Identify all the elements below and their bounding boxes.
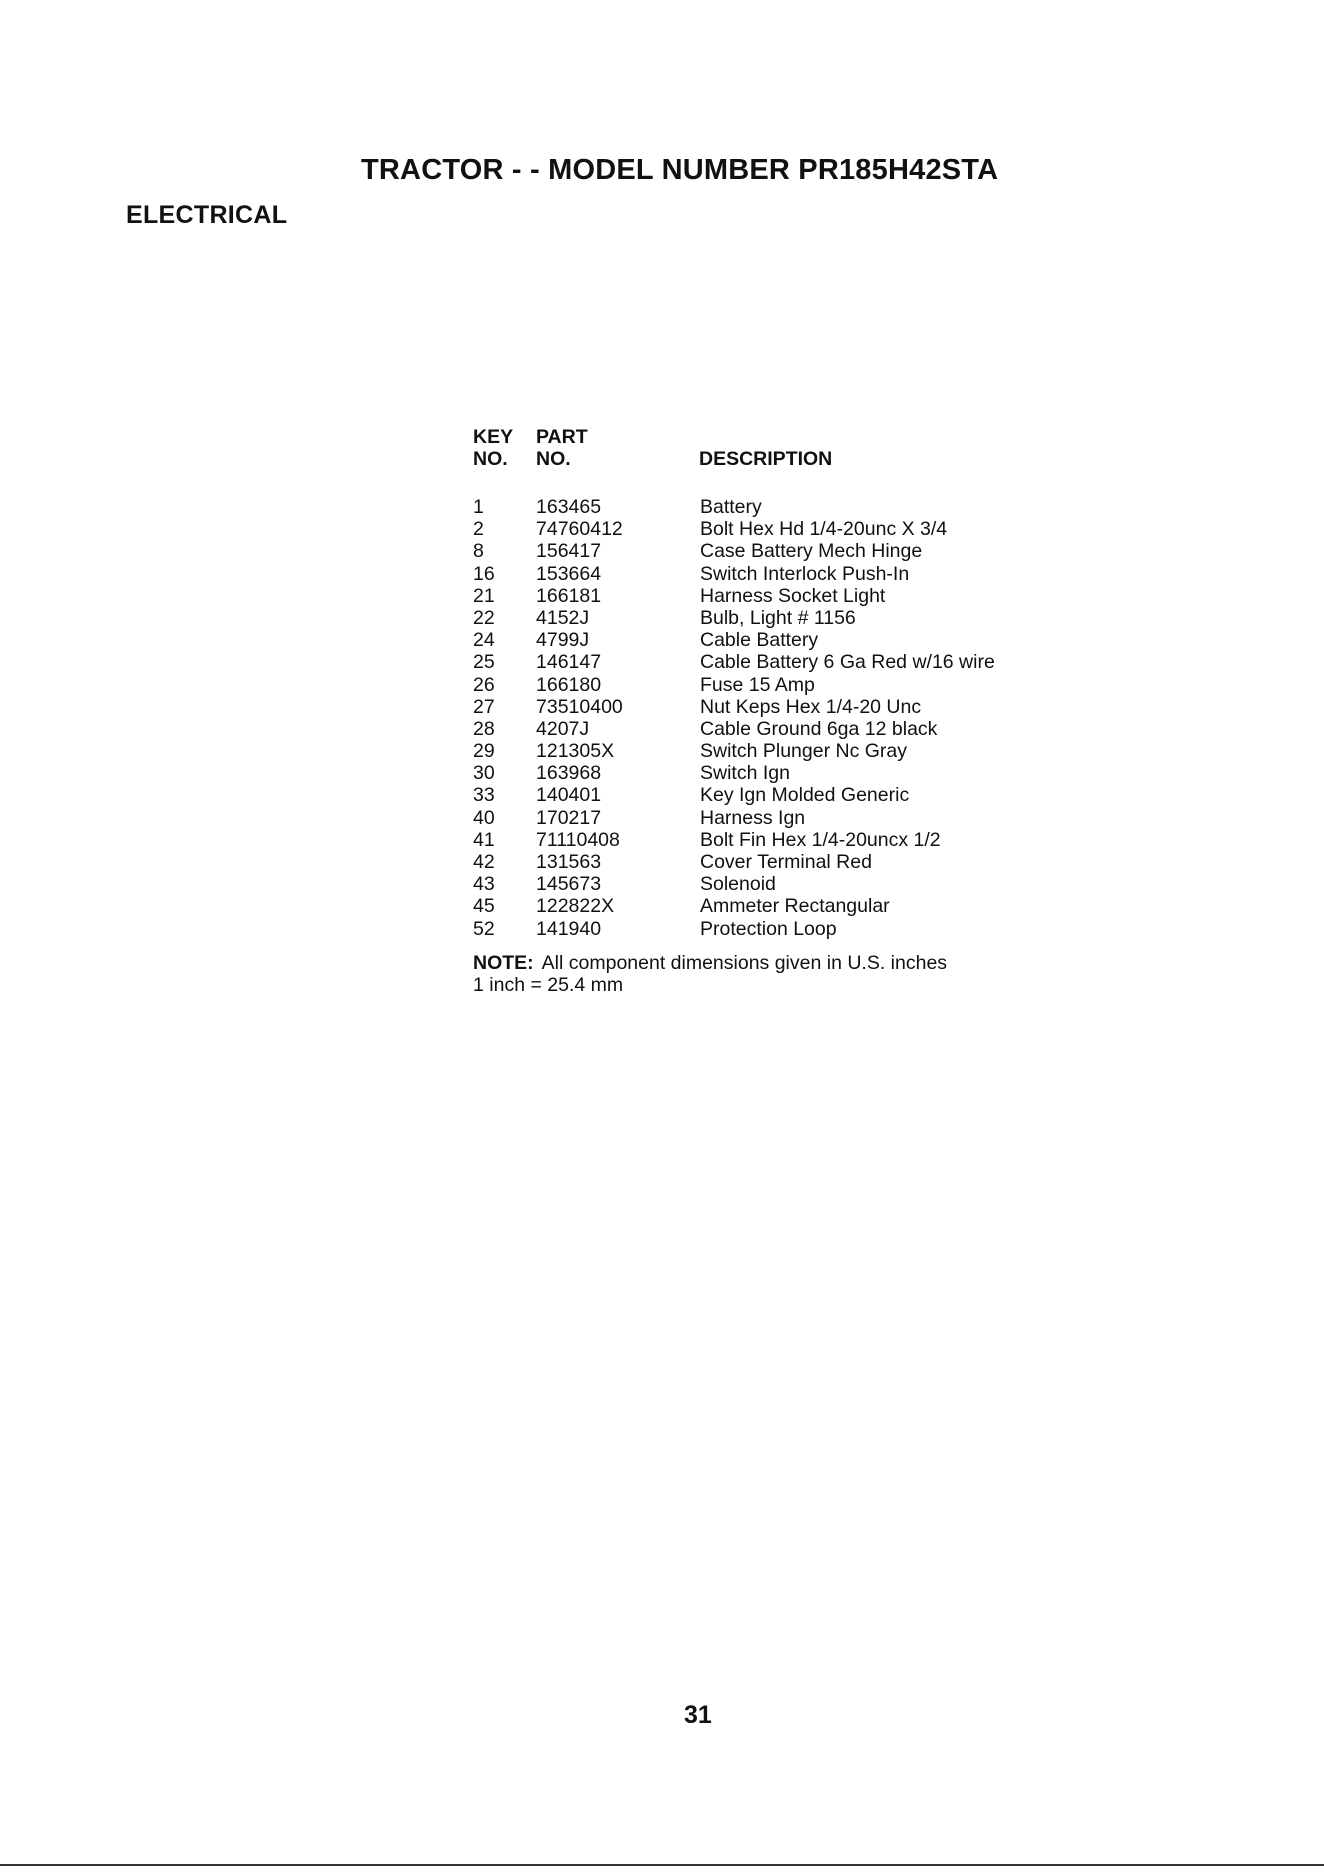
table-row [473, 540, 995, 562]
table-row [473, 518, 995, 540]
description-cell: Battery [700, 496, 762, 518]
key-cell: 43 [473, 873, 495, 896]
description-cell: Fuse 15 Amp [700, 673, 815, 696]
description-cell: Protection Loop [700, 917, 837, 940]
table-row [473, 873, 995, 895]
table-header [473, 426, 995, 486]
key-cell: 28 [473, 717, 495, 740]
table-row [473, 918, 995, 940]
page-title: TRACTOR - - MODEL NUMBER PR185H42STA [361, 154, 999, 186]
table-row [473, 563, 995, 585]
key-cell: 25 [473, 651, 495, 674]
description-cell: Case Battery Mech Hinge [700, 540, 923, 563]
table-row [473, 651, 995, 673]
part-cell: 131563 [536, 851, 602, 873]
key-cell: 30 [473, 762, 495, 785]
page-number: 31 [684, 1701, 712, 1729]
key-cell: 40 [473, 806, 495, 829]
note-conversion: 1 inch = 25.4 mm [473, 973, 624, 996]
part-cell: 74760412 [536, 518, 623, 541]
part-cell: 121305X [536, 740, 615, 763]
part-cell: 71110408 [536, 828, 620, 851]
bottom-rule [0, 1864, 1324, 1866]
description-cell: Key Ign Molded Generic [700, 784, 910, 807]
table-row [473, 607, 995, 629]
part-cell: 153664 [536, 562, 602, 585]
part-cell: 4207J [536, 717, 590, 740]
key-cell: 26 [473, 673, 495, 696]
header-key-line2: NO. [473, 448, 508, 470]
description-cell: Bolt Hex Hd 1/4-20unc X 3/4 [700, 518, 948, 541]
part-cell: 145673 [536, 873, 602, 896]
table-row [473, 829, 995, 851]
header-part-line1: PART [536, 426, 588, 448]
table-row [473, 718, 995, 740]
header-part-line2: NO. [536, 448, 571, 470]
description-cell: Switch Plunger Nc Gray [700, 740, 907, 763]
part-cell: 163465 [536, 496, 602, 518]
table-row [473, 762, 995, 784]
description-cell: Cable Battery [700, 629, 819, 652]
header-description: DESCRIPTION [699, 448, 833, 470]
description-cell: Switch Ign [700, 762, 790, 785]
table-body [473, 496, 995, 940]
section-title: ELECTRICAL [126, 201, 288, 229]
key-cell: 41 [473, 828, 495, 851]
description-cell: Harness Socket Light [700, 584, 886, 607]
key-cell: 45 [473, 895, 495, 918]
key-cell: 21 [473, 584, 495, 607]
part-cell: 166180 [536, 673, 602, 696]
key-cell: 42 [473, 851, 495, 873]
part-cell: 156417 [536, 540, 602, 563]
description-cell: Cable Battery 6 Ga Red w/16 wire [700, 651, 995, 674]
part-cell: 146147 [536, 651, 602, 674]
key-cell: 8 [473, 540, 484, 563]
key-cell: 27 [473, 695, 495, 718]
part-cell: 4152J [536, 606, 590, 629]
description-cell: Cover Terminal Red [700, 851, 872, 873]
key-cell: 2 [473, 518, 484, 541]
key-cell: 24 [473, 629, 495, 652]
note-label: NOTE: [473, 951, 534, 974]
table-row [473, 496, 995, 518]
description-cell: Solenoid [700, 873, 776, 896]
table-row [473, 851, 995, 873]
description-cell: Ammeter Rectangular [700, 895, 890, 918]
key-cell: 16 [473, 562, 495, 585]
table-row [473, 696, 995, 718]
table-row [473, 895, 995, 917]
part-cell: 4799J [536, 629, 590, 652]
description-cell: Nut Keps Hex 1/4-20 Unc [700, 695, 922, 718]
part-cell: 166181 [536, 584, 602, 607]
table-row [473, 807, 995, 829]
header-key-line1: KEY [473, 426, 514, 448]
table-row [473, 784, 995, 806]
part-cell: 73510400 [536, 695, 623, 718]
key-cell: 22 [473, 606, 495, 629]
parts-table [473, 426, 995, 996]
note [473, 952, 995, 996]
note-text: All component dimensions given in U.S. inches [541, 951, 948, 974]
table-row [473, 674, 995, 696]
key-cell: 29 [473, 740, 495, 763]
part-cell: 122822X [536, 895, 615, 918]
description-cell: Cable Ground 6ga 12 black [700, 717, 938, 740]
key-cell: 1 [473, 496, 484, 518]
description-cell: Harness Ign [700, 806, 806, 829]
description-cell: Bulb, Light # 1156 [700, 606, 856, 629]
key-cell: 33 [473, 784, 495, 807]
description-cell: Bolt Fin Hex 1/4-20uncx 1/2 [700, 828, 941, 851]
part-cell: 141940 [536, 917, 602, 940]
table-row [473, 585, 995, 607]
table-row [473, 629, 995, 651]
key-cell: 52 [473, 917, 495, 940]
part-cell: 163968 [536, 762, 602, 785]
description-cell: Switch Interlock Push-In [700, 562, 910, 585]
part-cell: 170217 [536, 806, 602, 829]
table-row [473, 740, 995, 762]
part-cell: 140401 [536, 784, 602, 807]
